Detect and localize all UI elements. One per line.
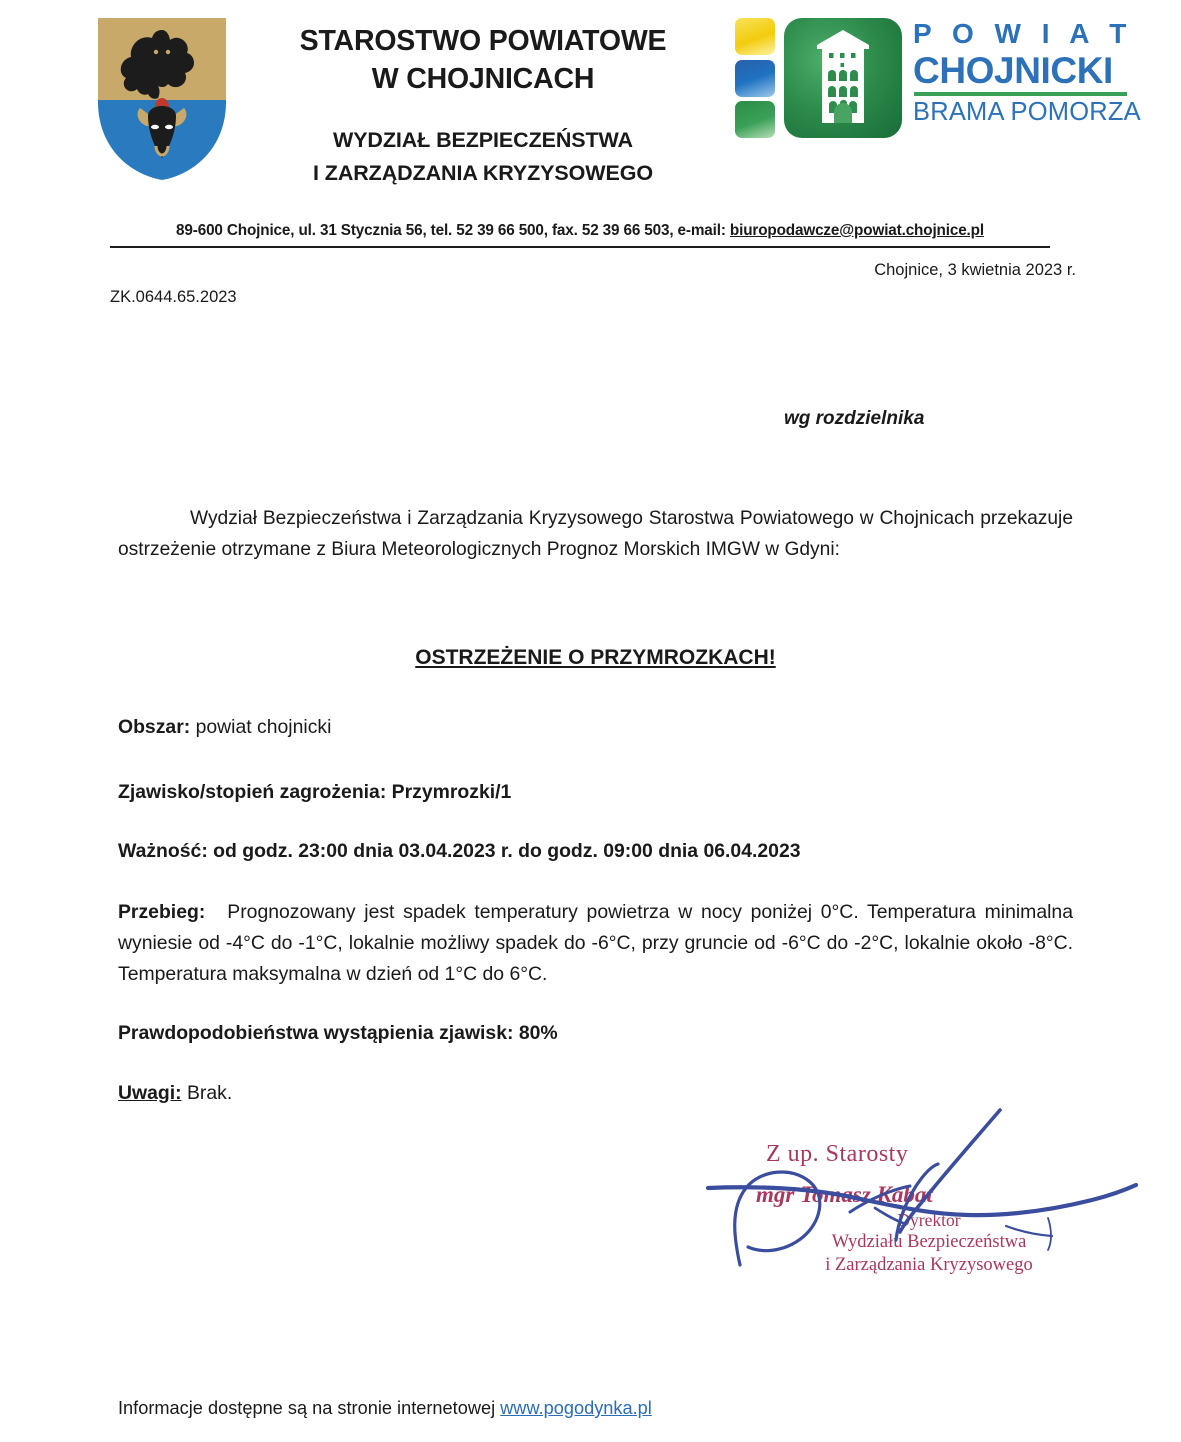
header-divider-rule [110, 246, 1050, 248]
department-line-1: WYDZIAŁ BEZPIECZEŃSTWA [333, 128, 633, 152]
tower-gate-icon [784, 18, 902, 138]
field-waznosc: Ważność: od godz. 23:00 dnia 03.04.2023 r. do godz. 09:00 dnia 06.04.2023 [118, 840, 801, 862]
logo-square-yellow [735, 18, 775, 55]
contact-email-link[interactable]: biuropodawcze@powiat.chojnice.pl [729, 222, 984, 239]
logo-color-squares [735, 18, 775, 138]
field-przebieg-value: Prognozowany jest spadek temperatury powietrza w nocy poniżej 0°C. Temperatura minimalna wyniesie od -4°C do -1°C, lokalnie możliwy spadek do -6°C, przy gruncie od -6°C do -2°C, lokalnie około -8°C. Temperatura maksymalna w dzień od 1°C do 6°C. [118, 901, 1073, 985]
logo-word-brama-pomorza: BRAMA POMORZA [913, 98, 1141, 126]
logo-wordmark [913, 18, 1141, 127]
warning-title [118, 646, 1073, 670]
field-obszar-label: Obszar: [118, 716, 191, 738]
coat-of-arms-icon [96, 16, 228, 182]
field-uwagi-value: Brak. [186, 1082, 233, 1104]
stamp-line-name: mgr Tomasz Kabat [756, 1182, 933, 1207]
powiat-chojnicki-logo [731, 14, 1141, 144]
organization-line-1: STAROSTWO POWIATOWE [299, 25, 667, 57]
warning-title-text: OSTRZEŻENIE O PRZYMROZKACH! [415, 646, 776, 669]
footer-text: Informacje dostępne są na stronie internetowej [118, 1398, 501, 1418]
field-prawdopodobienstwo: Prawdopodobieństwa wystąpienia zjawisk: 80% [118, 1022, 558, 1044]
organization-line-2: W CHOJNICACH [371, 63, 595, 95]
logo-word-powiat: P O W I A T [913, 18, 1133, 49]
logo-square-blue [735, 60, 775, 97]
header-title-block [248, 22, 718, 190]
document-header [0, 0, 1181, 215]
field-zjawisko: Zjawisko/stopień zagrożenia: Przymrozki/1 [118, 781, 512, 803]
stamp-line-department-2: i Zarządzania Kryzysowego [825, 1255, 1033, 1275]
field-obszar-value: powiat chojnicki [195, 716, 332, 738]
field-obszar [118, 712, 1073, 743]
stamp-line-position: Dyrektor [897, 1210, 961, 1230]
contact-line [110, 222, 1050, 240]
footer-website-link[interactable]: www.pogodynka.pl [500, 1398, 652, 1418]
field-uwagi-label: Uwagi: [118, 1082, 182, 1104]
stamp-line-department-1: Wydziału Bezpieczeństwa [831, 1232, 1027, 1252]
stamp-line-authority: Z up. Starosty [766, 1141, 909, 1167]
department-line-2: I ZARZĄDZANIA KRYZYSOWEGO [313, 161, 653, 185]
intro-paragraph: Wydział Bezpieczeństwa i Zarządzania Kryzysowego Starostwa Powiatowego w Chojnicach przekazuje ostrzeżenie otrzymane z Biura Meteorologicznych Prognoz Morskich IMGW w Gdyni: [118, 508, 1073, 560]
addressee: wg rozdzielnika [784, 408, 925, 429]
field-przebieg [118, 897, 1073, 990]
document-reference-number: ZK.0644.65.2023 [110, 288, 237, 306]
logo-divider [914, 92, 1127, 96]
footer-info [118, 1398, 652, 1419]
logo-word-chojnicki: CHOJNICKI [913, 50, 1113, 91]
signature-block [700, 1090, 1150, 1300]
logo-square-green [735, 101, 775, 138]
contact-text: 89-600 Chojnice, ul. 31 Stycznia 56, tel. 52 39 66 500, fax. 52 39 66 503, e-mail: [176, 222, 730, 239]
official-stamp [720, 1140, 1130, 1277]
document-date: Chojnice, 3 kwietnia 2023 r. [874, 261, 1076, 279]
field-przebieg-label: Przebieg: [118, 901, 206, 923]
